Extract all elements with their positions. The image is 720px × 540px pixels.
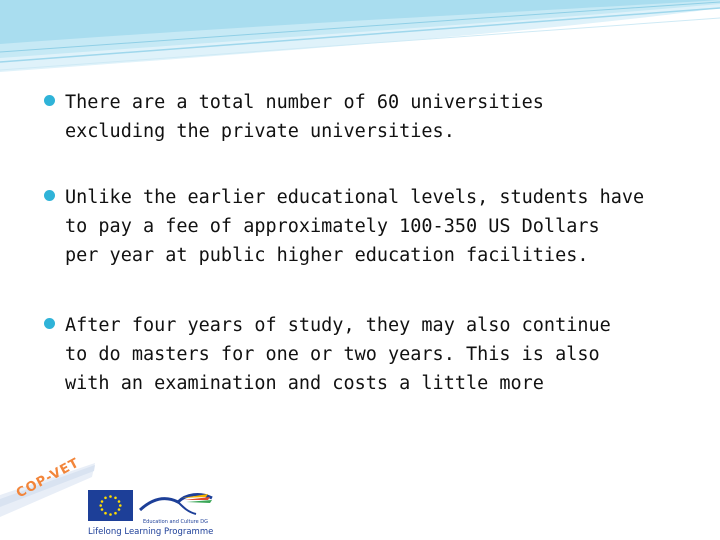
bullet-dot-icon bbox=[44, 190, 55, 201]
bullet-text: There are a total number of 60 universities excluding the private universities. bbox=[65, 92, 544, 142]
lifelong-learning-programme-label: Lifelong Learning Programme bbox=[88, 527, 214, 537]
copvet-logo-text: COP-VET bbox=[14, 455, 83, 502]
education-culture-text: Education and Culture DG bbox=[143, 519, 208, 525]
bullet-dot-icon bbox=[44, 318, 55, 329]
bullet-dot-icon bbox=[44, 95, 55, 106]
bullet-text: Unlike the earlier educational levels, students have to pay a fee of approximately 100-350 US Dollars per year at public higher education facilities. bbox=[65, 187, 645, 266]
bullet-text: After four years of study, they may also continue to do masters for one or two years. This is also with an examination and costs a little more bbox=[65, 315, 611, 394]
eu-flag-icon bbox=[88, 490, 133, 521]
footer-logos bbox=[0, 455, 240, 540]
